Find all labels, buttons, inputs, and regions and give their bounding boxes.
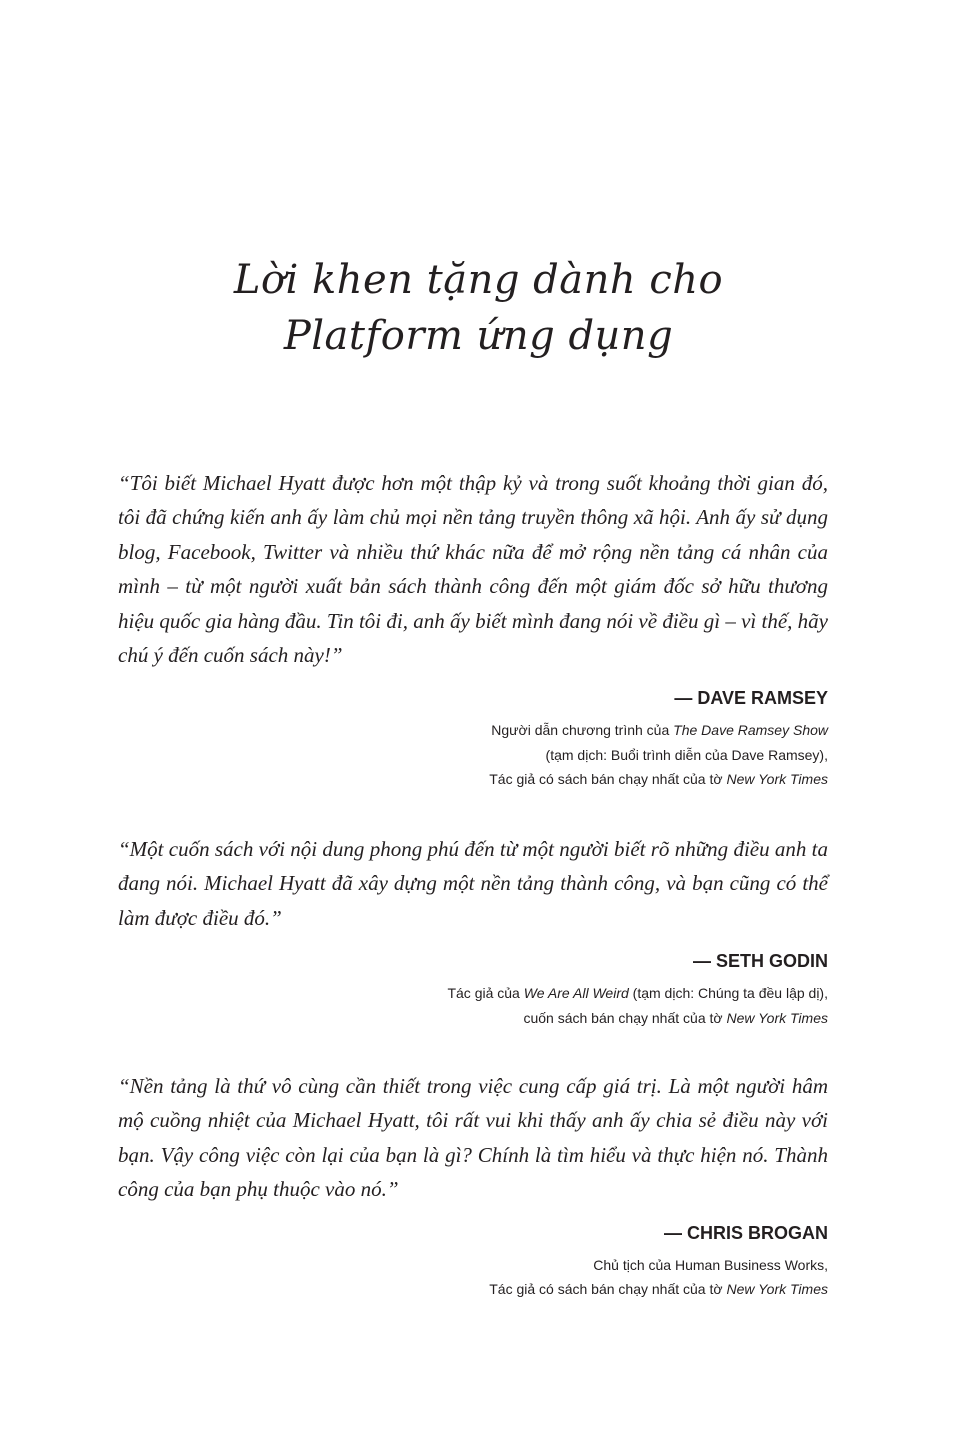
testimonial-seth-godin <box>118 832 828 1030</box>
testimonial-author: — SETH GODIN <box>692 951 828 972</box>
testimonial-quote: “Nền tảng là thứ vô cùng cần thiết trong việc cung cấp giá trị. Là một người hâm mộ cuồng nhiệt của Michael Hyatt, tôi rất vui khi thấy anh ấy chia sẻ điều này với bạn. Vậy công việc còn lại của bạn là gì? Chính là tìm hiểu và thực hiện nó. Thành công của bạn phụ thuộc vào nó.” <box>118 1074 828 1202</box>
credit-line: Người dẫn chương trình của The Dave Ramsey Show <box>491 722 828 739</box>
credit-line: Chủ tịch của Human Business Works, <box>593 1256 828 1273</box>
testimonial-quote: “Một cuốn sách với nội dung phong phú đến từ một người biết rõ những điều anh ta đang nói. Michael Hyatt đã xây dựng một nền tảng thành công, và bạn cũng có thể làm được điều đó.” <box>118 837 828 930</box>
credit-line: Tác giả có sách bán chạy nhất của tờ New York Times <box>489 771 828 788</box>
credit-line: cuốn sách bán chạy nhất của tờ New York Times <box>523 1009 828 1026</box>
testimonial-author: — DAVE RAMSEY <box>674 688 828 709</box>
credit-line: (tạm dịch: Buổi trình diễn của Dave Ramsey), <box>545 746 828 763</box>
testimonial-quote: “Tôi biết Michael Hyatt được hơn một thập kỷ và trong suốt khoảng thời gian đó, tôi đã chứng kiến anh ấy làm chủ mọi nền tảng truyền thông xã hội. Anh ấy sử dụng blog, Facebook, Twitter và nhiều thứ khác nữa để mở rộng nền tảng cá nhân của mình – từ một người xuất bản sách thành công đến một giám đốc sở hữu thương hiệu quốc gia hàng đầu. Tin tôi đi, anh ấy biết mình đang nói về điều gì – vì thế, hãy chú ý đến cuốn sách này!” <box>118 471 828 668</box>
credit-line: Tác giả có sách bán chạy nhất của tờ New York Times <box>489 1281 828 1298</box>
testimonial-dave-ramsey <box>118 466 828 792</box>
credit-line: Tác giả của We Are All Weird (tạm dịch: Chúng ta đều lập dị), <box>447 985 828 1002</box>
testimonial-credits <box>118 1253 828 1302</box>
testimonial-credits <box>118 981 828 1030</box>
page-title-line-2: Platform ứng dụng <box>283 313 674 359</box>
testimonial-credits <box>118 718 828 792</box>
page-title-line-1: Lời khen tặng dành cho <box>233 257 724 303</box>
testimonial-chris-brogan <box>118 1069 828 1302</box>
testimonial-author: — CHRIS BROGAN <box>663 1222 828 1243</box>
page-title <box>0 252 957 364</box>
